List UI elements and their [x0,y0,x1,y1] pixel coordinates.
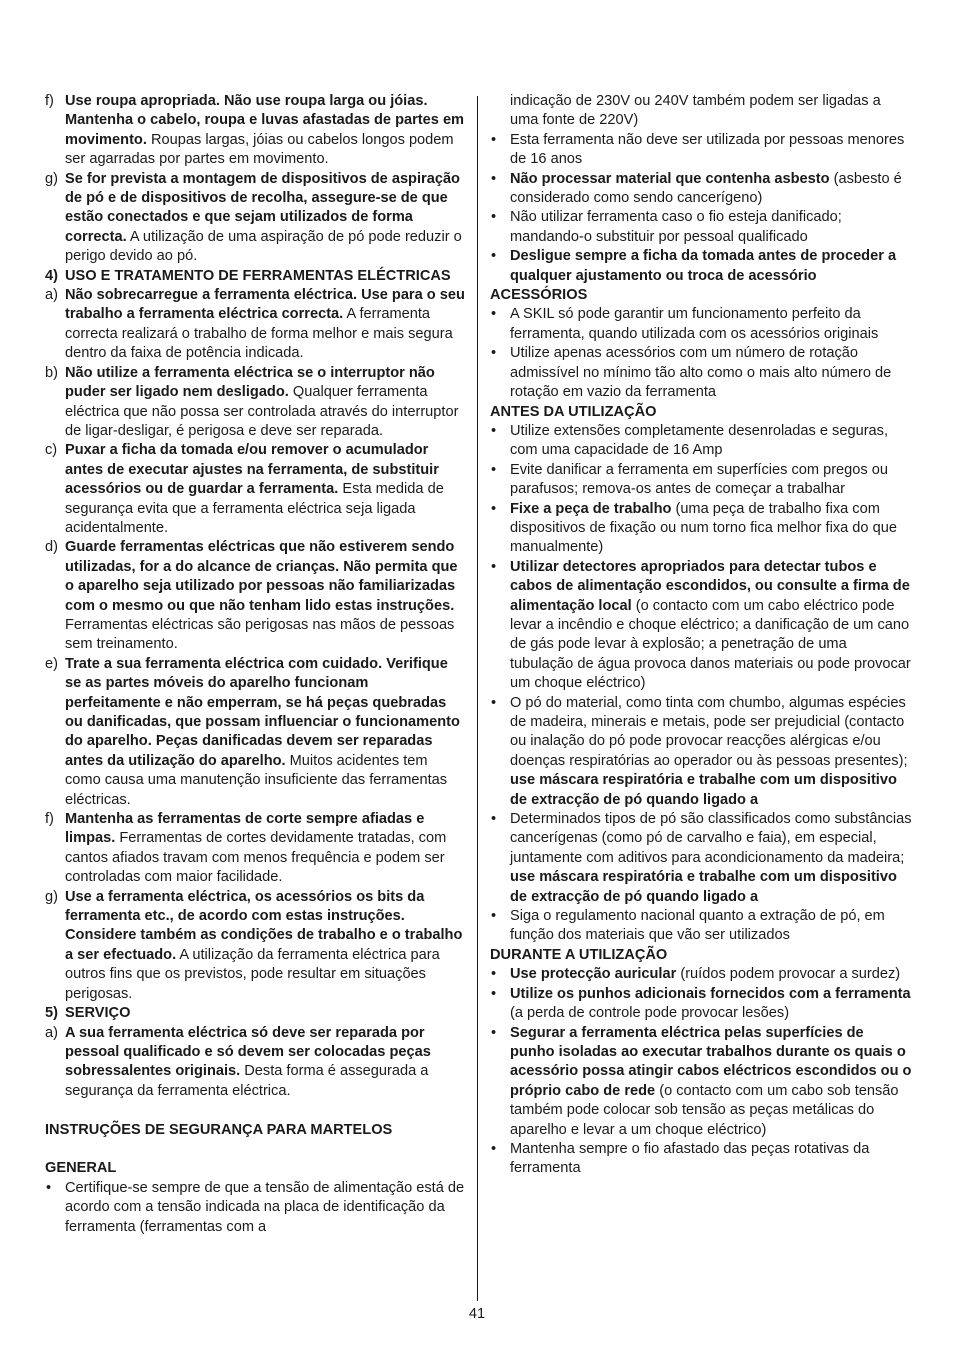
bullet-item: • Utilize extensões completamente desenroladas e seguras, com uma capacidade de 16 Amp [491,422,889,459]
bullet-item: • A SKIL só pode garantir um funcionamento perfeito da ferramenta, quando utilizada com os acessórios originais [491,306,879,342]
bullet-item: • Esta ferramenta não deve ser utilizada por pessoas menores de 16 anos [491,131,905,168]
instruction-item: f) Use roupa apropriada. Não use roupa larga ou jóias. Mantenha o cabelo, roupa e luvas afastadas de partes em movimento. Roupas largas, jóias ou cabelos longos podem ser agarradas por partes em movimento. [45,93,465,168]
subsection-title: DURANTE A UTILIZAÇÃO [490,946,668,963]
bullet-item: • Determinados tipos de pó são classificados como substâncias cancerígenas (como pó de carvalho e faia), em especial, juntamente com aditivos para acondicionamento da madeira; use máscara respiratória e trabalhe com um dispositivo de extracção de pó quando ligado a [491,811,912,905]
bullet-item: • Certifique-se sempre de que a tensão de alimentação está de acordo com a tensão indicada na placa de identificação da ferramenta (ferramentas com a [46,1179,465,1235]
instruction-item: d) Guarde ferramentas eléctricas que não estiverem sendo utilizadas, for a do alcance de crianças. Não permita que o aparelho seja utilizado por pessoas não familiarizadas com o mesmo ou que não tenham lido estas instruções. Ferramentas eléctricas são perigosas nas mãos de pessoas sem treinamento. [45,539,458,653]
bullet-item: • Não processar material que contenha asbesto (asbesto é considerado como sendo cancerígeno) [491,170,902,207]
bullet-item: • Utilize os punhos adicionais fornecidos com a ferramenta (a perda de controle pode provocar lesões) [491,985,911,1022]
bullet-item: • Segurar a ferramenta eléctrica pelas superfícies de punho isoladas ao executar trabalhos durante os quais o acessório possa atingir cabos eléctricos escondidos ou o próprio cabo de rede (o contacto com um cabo sob tensão também pode colocar sob tensão as peças metálicas do aparelho e levar a um choque eléctrico) [491,1024,912,1138]
instruction-item: f) Mantenha as ferramentas de corte sempre afiadas e limpas. Ferramentas de cortes devidamente tratadas, com cantos afiados travam com menos frequência e podem ser controladas com maior facilidade. [45,811,447,886]
instruction-item: c) Puxar a ficha da tomada e/ou remover o acumulador antes de executar ajustes na ferramenta, de substituir acessórios ou de guardar a ferramenta. Esta medida de segurança evita que a ferramenta eléctrica seja ligada acidentalmente. [45,442,444,536]
subsection-title: GENERAL [45,1160,117,1177]
column-divider [477,96,478,1301]
instruction-item: a) Não sobrecarregue a ferramenta eléctrica. Use para o seu trabalho a ferramenta eléctrica correcta. A ferramenta correcta realizará o trabalho de forma melhor e mais segura dentro da faixa de potência indicada. [45,287,465,362]
bullet-item: • Siga o regulamento nacional quanto a extração de pó, em função dos materiais que vão ser utilizados [491,908,885,944]
page-number: 41 [468,1306,486,1322]
instruction-item: b) Não utilize a ferramenta eléctrica se o interruptor não puder ser ligado nem desligado. Qualquer ferramenta eléctrica que não possa ser controlada através do interruptor de ligar-desligar, é perigosa e deve ser reparada. [45,364,459,439]
subsection-title: ACESSÓRIOS [490,287,588,304]
bullet-item: • Fixe a peça de trabalho (uma peça de trabalho fixa com dispositivos de fixação ou num torno fica melhor fixa do que manualmente) [491,500,897,556]
instruction-item: e) Trate a sua ferramenta eléctrica com cuidado. Verifique se as partes móveis do aparelho funcionam perfeitamente e não emperram, se há peças quebradas ou danificadas, que possam influenciar o funcionamento do aparelho. Peças danificadas devem ser reparadas antes da utilização do aparelho. Muitos acidentes tem como causa uma manutenção insuficiente das ferramentas eléctricas. [45,655,460,808]
bullet-item: • Use protecção auricular (ruídos podem provocar a surdez) [491,966,901,983]
bullet-item: • Não utilizar ferramenta caso o fio esteja danificado; mandando-o substituir por pessoal qualificado [491,209,842,245]
instruction-item: a) A sua ferramenta eléctrica só deve ser reparada por pessoal qualificado e só devem ser colocadas peças sobressalentes originais. Desta forma é assegurada a segurança da ferramenta eléctrica. [45,1024,431,1099]
subsection-title: ANTES DA UTILIZAÇÃO [490,403,657,420]
bullet-item: • Mantenha sempre o fio afastado das peças rotativas da ferramenta [491,1140,870,1177]
instruction-item: g) Use a ferramenta eléctrica, os acessórios os bits da ferramenta etc., de acordo com estas instruções. Considere também as condições de trabalho e o trabalho a ser efectuado. A utilização da ferramenta eléctrica para outros fins que os previstos, pode resultar em situações perigosas. [45,888,463,1002]
section-heading: 5) SERVIÇO [45,1005,131,1022]
right-column [490,92,912,1179]
bullet-continuation: indicação de 230V ou 240V também podem ser ligadas a uma fonte de 220V) [510,93,881,129]
bullet-item: • Evite danificar a ferramenta em superfícies com pregos ou parafusos; remova-os antes de começar a trabalhar [491,461,888,498]
bullet-item: • O pó do material, como tinta com chumbo, algumas espécies de madeira, minerais e metais, pode ser prejudicial (contacto ou inalação do pó pode provocar reacções alérgicas e/ou doenças respiratórias ao operador ou às pessoas presentes); use máscara respiratória e trabalhe com um dispositivo de extracção de pó quando ligado a [491,694,908,808]
instruction-item: g) Se for prevista a montagem de dispositivos de aspiração de pó e de dispositivos de recolha, assegure-se de que estão conectados e que sejam utilizados de forma correcta. A utilização de uma aspiração de pó pode reduzir o perigo devido ao pó. [45,170,462,265]
bullet-item: • Utilizar detectores apropriados para detectar tubos e cabos de alimentação escondidos, ou consulte a firma de alimentação local (o contacto com um cabo eléctrico pode levar a incêndio e choque eléctrico; a danificação de um cano de gás pode levar à explosão; a penetração de uma tubulação de água provoca danos materiais ou pode provocar um choque eléctrico) [491,558,911,692]
section-heading: 4) USO E TRATAMENTO DE FERRAMENTAS ELÉCTRICAS [45,267,451,284]
bullet-item: • Desligue sempre a ficha da tomada antes de proceder a qualquer ajustamento ou troca de acessório [491,248,897,284]
section-title: INSTRUÇÕES DE SEGURANÇA PARA MARTELOS [45,1121,393,1138]
left-column [45,92,467,1237]
bullet-item: • Utilize apenas acessórios com um número de rotação admissível no mínimo tão alto como o mais alto número de rotação em vazio da ferramenta [491,345,892,401]
